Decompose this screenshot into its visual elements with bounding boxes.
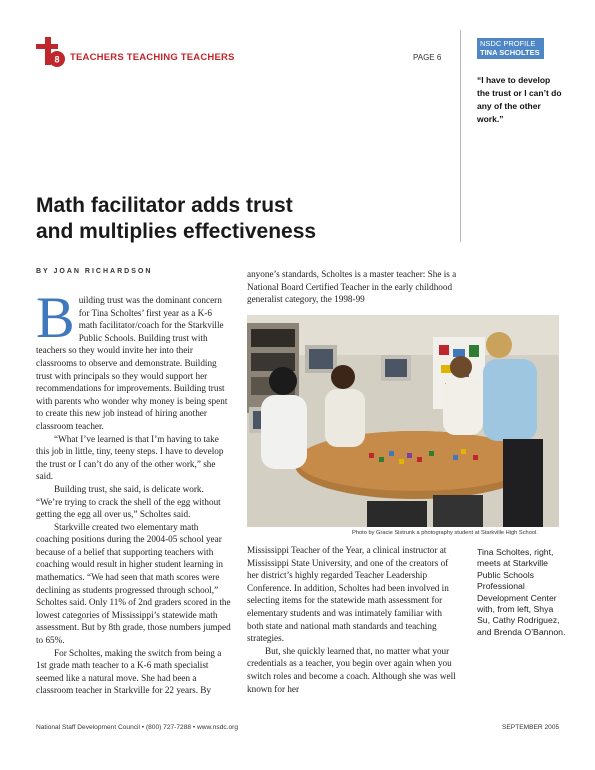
logo-number: 8 (54, 54, 60, 65)
column-divider (460, 30, 461, 242)
page-label: PAGE 6 (413, 53, 442, 62)
paragraph-2: “What I’ve learned is that I’m having to take this job in little, tiny, teeny steps. I have to develop the trust or I can’t do any of the other work,” she said. (36, 433, 224, 482)
paragraph-4: Starkville created two elementary math coaching positions during the 2004-05 school year because of a belief that supporting teachers with coaching would result in higher student learning in mathematics. “We had seen that math scores were declining as students progressed through school,” Scholtes said. Only 11% of 2nd graders scored in the lowest categories of Mississippi’s statewide math assessment. But by 8th grade, those numbers jumped to 65%. (36, 521, 231, 646)
profile-name: TINA SCHOLTES (480, 48, 540, 57)
profile-badge (477, 38, 544, 59)
pull-quote: “I have to develop the trust or I can’t do any of the other work.” (477, 75, 562, 124)
column-2-paragraph-1: Mississippi Teacher of the Year, a clinical instructor at Mississippi State University, and one of the creators of her district’s highly regarded Teacher Leadership Conference. In addition, Scholtes had been involved in selecting items for the statewide math assessment for elementary students and was intimately familiar with both state and national math standards and teaching strategies. (247, 545, 449, 644)
article-column-1 (36, 285, 232, 697)
nsdc-logo-icon (36, 34, 66, 68)
section-title: TEACHERS TEACHING TEACHERS (70, 52, 235, 63)
photo-caption: Tina Scholtes, right, meets at Starkville Public Schools Professional Development Center with, from left, Shya Su, Cathy Rodriguez, and Brenda O’Bannon. (477, 547, 566, 637)
column-2-paragraph-2: But, she quickly learned that, no matter what your credentials as a teacher, you begin over again when you switch roles and become a coach. Although she was well known for her (247, 645, 456, 694)
headline (36, 193, 356, 245)
article-column-2-bottom (247, 544, 459, 695)
paragraph-1-text: uilding trust was the dominant concern for Tina Scholtes’ first year as a K-6 math facilitator/coach for the Starkville Public Schools. Building trust with teachers so they would invite her into their classrooms to observe and demonstrate. Building trust with principals so they would support her recommendations for improvements. Building trust with parents who wonder why money is being spent to create this new job instead of hiring another classroom teacher. (36, 295, 228, 431)
paragraph-1 (36, 285, 232, 433)
profile-label: NSDC PROFILE (480, 39, 536, 48)
footer-date: SEPTEMBER 2005 (502, 724, 560, 731)
paragraph-5: For Scholtes, making the switch from being a 1st grade math teacher to a K-6 math specialist seemed like a natural move. She had been a classroom teacher in Starkville for 22 years. By (36, 647, 222, 696)
article-photo (247, 315, 559, 527)
headline-line-1: Math facilitator adds trust (36, 194, 293, 217)
byline: BY JOAN RICHARDSON (36, 268, 153, 275)
drop-cap: B (36, 285, 75, 350)
photo-illustration (247, 315, 559, 527)
photo-credit: Photo by Gracie Sistrunk a photography student at Starkville High School. (352, 530, 538, 536)
footer-organization: National Staff Development Council • (800) 727-7288 • www.nsdc.org (36, 724, 239, 731)
article-column-2-top: anyone’s standards, Scholtes is a master teacher: She is a National Board Certified Teacher in the early childhood generalist category, the 1998-99 (247, 269, 457, 305)
headline-line-2: and multiplies effectiveness (36, 220, 317, 243)
paragraph-3: Building trust, she said, is delicate work. “We’re trying to crack the shell of the egg without getting the egg all over us,” Scholtes said. (36, 483, 221, 520)
